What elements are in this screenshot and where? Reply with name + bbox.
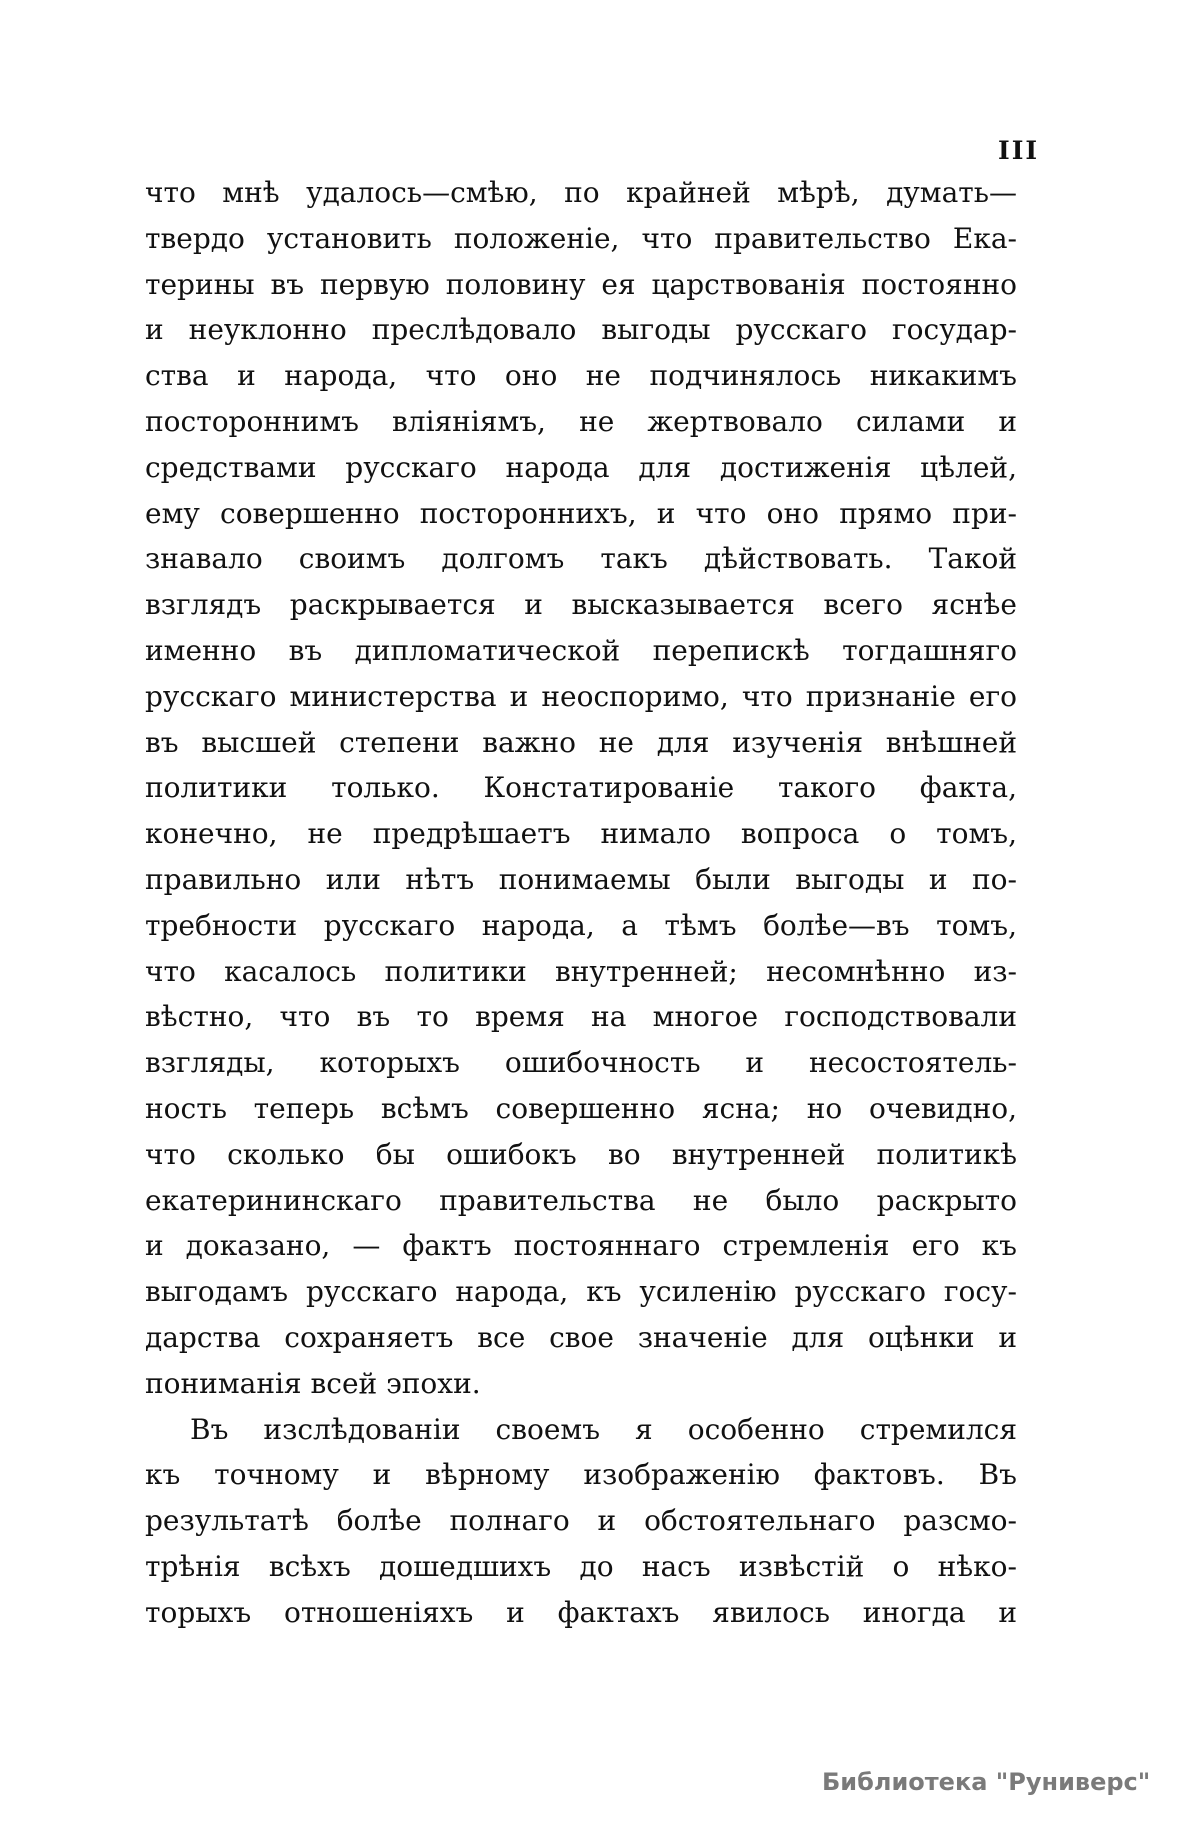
text-line: взгляды, которыхъ ошибочность и несостоятель-: [145, 1046, 1017, 1080]
text-line: дарства сохраняетъ все свое значеніе для оцѣнки и: [145, 1320, 1017, 1354]
text-line: именно въ дипломатической перепискѣ тогдашняго: [145, 633, 1017, 667]
text-line: требности русскаго народа, а тѣмъ болѣе—въ томъ,: [145, 908, 1017, 942]
text-line-paragraph-end: пониманія всей эпохи.: [145, 1366, 481, 1400]
text-line: правильно или нѣтъ понимаемы были выгоды и по-: [145, 862, 1017, 896]
text-block: [145, 170, 1017, 1636]
text-line: торыхъ отношеніяхъ и фактахъ явилось иногда и: [145, 1595, 1017, 1629]
text-line: вѣстно, что въ то время на многое господствовали: [145, 1000, 1017, 1034]
text-line: твердо установить положеніе, что правительство Ека-: [145, 221, 1017, 255]
text-line: и доказано, — фактъ постояннаго стремленія его къ: [145, 1229, 1017, 1263]
text-line: что касалось политики внутренней; несомнѣнно из-: [145, 954, 1017, 988]
text-line: екатерининскаго правительства не было раскрыто: [145, 1183, 1017, 1217]
text-line: терины въ первую половину ея царствованія постоянно: [145, 267, 1017, 301]
text-line: что мнѣ удалось—смѣю, по крайней мѣрѣ, думать—: [145, 176, 1017, 209]
text-line: ность теперь всѣмъ совершенно ясна; но очевидно,: [145, 1091, 1017, 1125]
text-line: средствами русскаго народа для достиженія цѣлей,: [145, 450, 1017, 484]
text-line: политики только. Констатированіе такого факта,: [145, 771, 1017, 805]
page-number: III: [998, 136, 1040, 165]
text-line: въ высшей степени важно не для изученія внѣшней: [145, 725, 1017, 759]
text-line: русскаго министерства и неоспоримо, что признаніе его: [145, 679, 1017, 713]
text-line: къ точному и вѣрному изображенію фактовъ. Въ: [145, 1458, 1017, 1492]
text-line: постороннимъ вліяніямъ, не жертвовало силами и: [145, 404, 1017, 438]
text-line: конечно, не предрѣшаетъ нимало вопроса о томъ,: [145, 817, 1017, 851]
text-line: и неуклонно преслѣдовало выгоды русскаго государ-: [145, 313, 1017, 347]
text-line: трѣнія всѣхъ дошедшихъ до насъ извѣстій о нѣко-: [145, 1549, 1017, 1583]
text-line: ства и народа, что оно не подчинялось никакимъ: [145, 359, 1017, 393]
text-line-paragraph-start: Въ изслѣдованіи своемъ я особенно стремился: [190, 1412, 1017, 1446]
text-line: ему совершенно постороннихъ, и что оно прямо при-: [145, 496, 1017, 530]
text-line: знавало своимъ долгомъ такъ дѣйствовать. Такой: [145, 542, 1017, 576]
text-line: выгодамъ русскаго народа, къ усиленію русскаго госу-: [145, 1275, 1017, 1309]
text-line: что сколько бы ошибокъ во внутренней политикѣ: [145, 1137, 1017, 1171]
text-line: взглядъ раскрывается и высказывается всего яснѣе: [145, 588, 1017, 622]
library-watermark: Библиотека "Руниверс": [822, 1768, 1151, 1796]
text-line: результатѣ болѣе полнаго и обстоятельнаго разсмо-: [145, 1504, 1017, 1538]
